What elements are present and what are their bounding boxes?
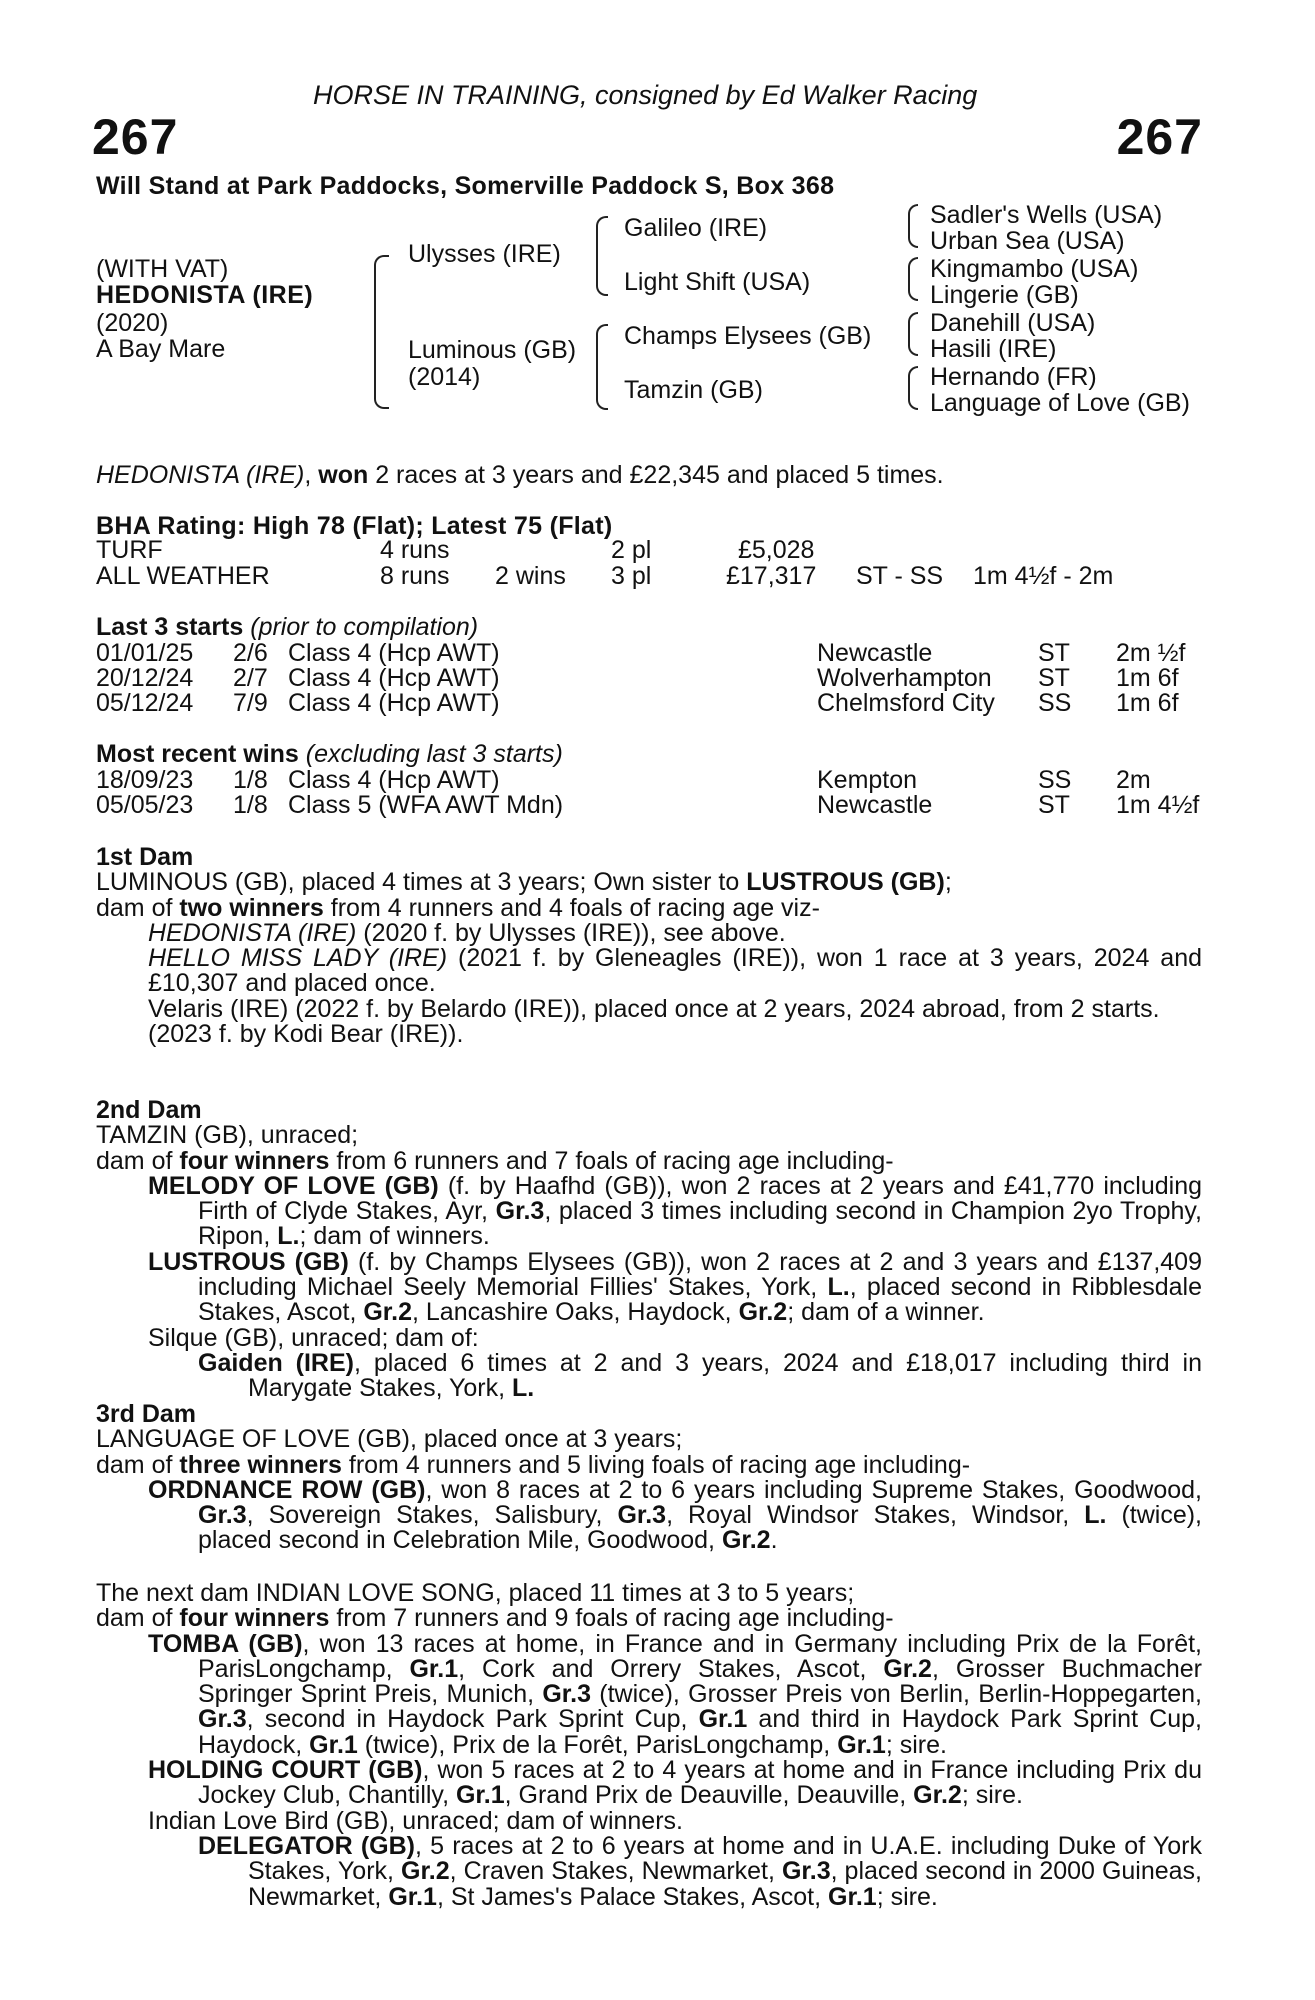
row-distance: 1m 6f: [1116, 689, 1179, 717]
second-dam-title: 2nd Dam: [96, 1096, 202, 1124]
summary-text: 2 races at 3 years and £22,345 and placed 5 times.: [368, 461, 944, 489]
row-position: 2/6: [233, 639, 268, 667]
last3-title: Last 3 starts: [96, 613, 244, 641]
text: ; dam of winners.: [299, 1222, 490, 1251]
row-distance: 2m: [1116, 766, 1151, 794]
row-class: Class 4 (Hcp AWT): [288, 639, 500, 667]
brace-g3: [908, 312, 918, 356]
grade: Gr.3: [617, 1501, 667, 1530]
brace-sire-line: [596, 216, 608, 296]
pedigree-ds: Champs Elysees (GB): [624, 322, 872, 350]
text: ; sire.: [876, 1882, 938, 1911]
brace-g4: [908, 366, 918, 410]
produce-name: ORDNANCE ROW (GB): [148, 1475, 426, 1504]
brace-g1: [908, 204, 918, 248]
brace-dam-line: [596, 324, 608, 410]
recent-note: (excluding last 3 starts): [305, 740, 563, 768]
text: , won 13 races at home, in France and in Germany including Prix de la Forêt, ParisLongchamp,: [198, 1629, 1202, 1683]
text: , 5 races at 2 to 6 years at home and in U.A.E. including Duke of York Stakes, York,: [248, 1831, 1202, 1886]
text: , Royal Windsor Stakes, Windsor,: [666, 1501, 1085, 1530]
produce-entry: Velaris (IRE) (2022 f. by Belardo (IRE)), placed once at 2 years, 2024 abroad, from 2 starts.: [148, 994, 1160, 1023]
winners-count: two winners: [179, 893, 324, 922]
row-position: 2/7: [233, 664, 268, 692]
text: dam of: [96, 893, 180, 922]
text: (twice), Grosser Preis von Berlin, Berlin-Hoppegarten,: [591, 1680, 1202, 1709]
produce-entry: [96, 1831, 1203, 1911]
rating-title: BHA Rating: High 78 (Flat); Latest 75 (Flat): [96, 512, 613, 540]
text: from 4 runners and 4 foals of racing age viz-: [323, 893, 820, 922]
text: dam of: [96, 1604, 180, 1633]
text: ; sire.: [961, 1781, 1023, 1810]
produce-name: HELLO MISS LADY (IRE): [148, 944, 448, 973]
grade: Gr.2: [401, 1857, 450, 1886]
text: (twice), placed second in Celebration Mile, Goodwood,: [198, 1501, 1202, 1555]
produce-name: Gaiden (IRE): [198, 1348, 354, 1377]
produce-entry: [96, 1348, 1202, 1403]
third-dam-line: LANGUAGE OF LOVE (GB), placed once at 3 years;: [96, 1425, 683, 1454]
text: (twice), Prix de la Forêt, ParisLongchamp,: [357, 1730, 838, 1759]
row-surface: ST: [1038, 639, 1070, 667]
row-class: Class 4 (Hcp AWT): [288, 766, 500, 794]
row-course: Newcastle: [817, 639, 933, 667]
text: (f. by Haafhd (GB)), won 2 races at 2 years and £41,770 including Firth of Clyde Stakes, Ayr,: [198, 1171, 1203, 1226]
row-surface: SS: [1038, 689, 1072, 717]
pedigree-sds: Kingmambo (USA): [930, 255, 1139, 283]
grade: L.: [827, 1273, 850, 1302]
horse-name: HEDONISTA (IRE): [96, 281, 314, 309]
pedigree-sss: Sadler's Wells (USA): [930, 201, 1163, 229]
grade: Gr.2: [913, 1781, 962, 1810]
grade: Gr.1: [837, 1730, 886, 1759]
grade: L.: [277, 1222, 300, 1251]
first-dam-title: 1st Dam: [96, 843, 194, 871]
row-surface: ST: [1038, 664, 1070, 692]
grade: Gr.2: [363, 1298, 413, 1327]
grade: Gr.1: [409, 1654, 459, 1683]
row-course: Chelmsford City: [817, 689, 995, 717]
text: , won 8 races at 2 to 6 years including Supreme Stakes, Goodwood,: [425, 1475, 1202, 1504]
produce-entry: [96, 1758, 1202, 1809]
aw-label: ALL WEATHER: [96, 562, 270, 590]
grade: Gr.3: [781, 1857, 831, 1886]
lot-number-right: 267: [1116, 109, 1203, 165]
row-distance: 1m 4½f: [1116, 791, 1200, 819]
sibling-name: LUSTROUS (GB): [746, 868, 945, 897]
row-date: 18/09/23: [96, 766, 194, 794]
text: , Craven Stakes, Newmarket,: [449, 1857, 782, 1886]
grade: Gr.1: [388, 1882, 437, 1911]
pedigree-ssd: Urban Sea (USA): [930, 227, 1125, 255]
next-dam-line: The next dam INDIAN LOVE SONG, placed 11 times at 3 to 5 years;: [96, 1579, 855, 1607]
summary-horse-name: HEDONISTA (IRE): [96, 461, 305, 489]
grade: Gr.2: [721, 1526, 771, 1555]
produce-entry: [96, 946, 1202, 997]
pedigree-dam: Luminous (GB): [408, 336, 577, 364]
race-summary: HEDONISTA (IRE), won 2 races at 3 years and £22,345 and placed 5 times.: [96, 461, 944, 489]
text: (2020 f. by Ulysses (IRE)), see above.: [356, 918, 786, 947]
row-position: 7/9: [233, 689, 268, 717]
first-dam-produce-line: [96, 893, 1202, 922]
pedigree-dsd: Hasili (IRE): [930, 335, 1057, 363]
row-surface: SS: [1038, 766, 1072, 794]
row-date: 05/05/23: [96, 791, 194, 819]
row-date: 20/12/24: [96, 664, 194, 692]
grade: L.: [512, 1374, 535, 1403]
aw-distances: 1m 4½f - 2m: [973, 562, 1114, 590]
text: from 6 runners and 7 foals of racing age including-: [329, 1146, 894, 1175]
grade: Gr.1: [309, 1730, 358, 1759]
produce-entry: [96, 1629, 1202, 1759]
pedigree-sd: Light Shift (USA): [624, 268, 811, 296]
produce-entry: Silque (GB), unraced; dam of:: [148, 1323, 479, 1352]
aw-tracks: ST - SS: [856, 562, 944, 590]
stand-location: Will Stand at Park Paddocks, Somerville Paddock S, Box 368: [96, 172, 835, 200]
recent-heading: [96, 742, 563, 767]
produce-name: LUSTROUS (GB): [148, 1247, 349, 1276]
text: and third in Haydock Park Sprint Cup, Haydock,: [198, 1705, 1202, 1759]
lot-number-left: 267: [92, 109, 179, 165]
text: , placed second in 2000 Guineas, Newmarket,: [248, 1857, 1203, 1911]
pedigree-dd: Tamzin (GB): [624, 376, 763, 404]
pedigree-ss: Galileo (IRE): [624, 214, 768, 242]
pedigree-dds: Hernando (FR): [930, 363, 1097, 391]
second-dam-section: [96, 1098, 1202, 1402]
third-dam-section: [96, 1402, 1202, 1554]
text: , placed second in Ribblesdale Stakes, Ascot,: [198, 1273, 1202, 1327]
text: (2021 f. by Gleneagles (IRE)), won 1 race at 3 years, 2024 and £10,307 and placed once.: [148, 944, 1202, 998]
text: , placed 6 times at 2 and 3 years, 2024 and £18,017 including third in Marygate Stakes, York,: [248, 1348, 1202, 1403]
row-date: 01/01/25: [96, 639, 194, 667]
row-surface: ST: [1038, 791, 1070, 819]
text: , St James's Palace Stakes, Ascot,: [436, 1882, 829, 1911]
text: , Grand Prix de Deauville, Deauville,: [504, 1781, 914, 1810]
produce-name: MELODY OF LOVE (GB): [148, 1171, 439, 1200]
grade: Gr.1: [698, 1705, 748, 1734]
text: ; dam of a winner.: [787, 1298, 985, 1327]
pedigree-dam-year: (2014): [408, 363, 481, 391]
produce-name: DELEGATOR (GB): [198, 1831, 415, 1860]
winners-count: three winners: [179, 1450, 342, 1479]
horse-year: (2020): [96, 309, 169, 337]
pedigree-ddd: Language of Love (GB): [930, 389, 1190, 417]
text: ;: [944, 868, 952, 897]
row-course: Newcastle: [817, 791, 933, 819]
grade: L.: [1084, 1501, 1107, 1530]
first-dam-line: [96, 870, 1202, 895]
text: , Sovereign Stakes, Salisbury,: [246, 1501, 618, 1530]
text: dam of: [96, 1450, 180, 1479]
winners-count: four winners: [179, 1146, 330, 1175]
consignor-line: HORSE IN TRAINING, consigned by Ed Walker Racing: [313, 80, 978, 110]
produce-entry: [96, 1475, 1202, 1555]
aw-wins: 2 wins: [495, 562, 566, 590]
row-distance: 1m 6f: [1116, 664, 1179, 692]
aw-placed: 3 pl: [611, 562, 652, 590]
row-class: Class 4 (Hcp AWT): [288, 689, 500, 717]
turf-runs: 4 runs: [380, 536, 450, 564]
row-class: Class 5 (WFA AWT Mdn): [288, 791, 564, 819]
produce-entry: Indian Love Bird (GB), unraced; dam of winners.: [148, 1806, 683, 1835]
produce-entry: [96, 918, 1202, 947]
text: , Cork and Orrery Stakes, Ascot,: [458, 1654, 884, 1683]
grade: Gr.3: [198, 1705, 247, 1734]
horse-description: A Bay Mare: [96, 335, 226, 363]
turf-placed: 2 pl: [611, 536, 652, 564]
produce-name: HEDONISTA (IRE): [148, 918, 357, 947]
third-dam-produce-line: [96, 1450, 1202, 1479]
grade: Gr.2: [738, 1298, 788, 1327]
winners-count: four winners: [179, 1604, 330, 1633]
text: , Lancashire Oaks, Haydock,: [412, 1298, 739, 1327]
row-course: Kempton: [817, 766, 918, 794]
text: , won 5 races at 2 to 4 years at home and in France including Prix du Jockey Club, Chantilly,: [198, 1756, 1202, 1810]
second-dam-produce-line: [96, 1146, 1202, 1175]
brace-sire-dam: [374, 255, 389, 409]
produce-entry: [96, 1171, 1203, 1251]
pedigree-sdd: Lingerie (GB): [930, 281, 1079, 309]
grade: Gr.3: [198, 1501, 247, 1530]
brace-g2: [908, 257, 918, 301]
row-class: Class 4 (Hcp AWT): [288, 664, 500, 692]
next-dam-produce-line: [96, 1606, 1202, 1631]
grade: Gr.1: [455, 1781, 505, 1810]
row-date: 05/12/24: [96, 689, 194, 717]
text: from 4 runners and 5 living foals of racing age including-: [341, 1450, 971, 1479]
first-dam-section: [96, 845, 1202, 1047]
grade: Gr.1: [828, 1882, 877, 1911]
last3-note: (prior to compilation): [250, 613, 479, 641]
text: , placed 3 times including second in Champion 2yo Trophy, Ripon,: [198, 1197, 1202, 1251]
last3-heading: [96, 615, 478, 640]
next-dam-section: [96, 1581, 1202, 1910]
second-dam-line: TAMZIN (GB), unraced;: [96, 1121, 359, 1150]
produce-entry: [96, 1247, 1202, 1327]
produce-name: HOLDING COURT (GB): [148, 1756, 423, 1785]
grade: Gr.3: [542, 1680, 592, 1709]
produce-name: TOMBA (GB): [148, 1629, 303, 1658]
row-course: Wolverhampton: [817, 664, 992, 692]
text: , Grosser Buchmacher Springer Sprint Preis, Munich,: [198, 1654, 1202, 1709]
turf-prize: £5,028: [738, 536, 815, 564]
text: .: [770, 1526, 778, 1555]
aw-prize: £17,317: [726, 562, 817, 590]
text: , second in Haydock Park Sprint Cup,: [246, 1705, 699, 1734]
text: from 7 runners and 9 foals of racing age including-: [329, 1604, 894, 1633]
vat-label: (WITH VAT): [96, 255, 229, 283]
grade: Gr.3: [495, 1197, 545, 1226]
grade: Gr.2: [883, 1654, 932, 1683]
text: (f. by Champs Elysees (GB)), won 2 races at 2 and 3 years and £137,409 including Michael Seely Memorial Fillies' Stakes, York,: [198, 1247, 1202, 1302]
text: ; sire.: [885, 1730, 947, 1759]
turf-label: TURF: [96, 536, 163, 564]
row-distance: 2m ½f: [1116, 639, 1186, 667]
aw-runs: 8 runs: [380, 562, 450, 590]
third-dam-title: 3rd Dam: [96, 1400, 197, 1428]
recent-title: Most recent wins: [96, 740, 299, 768]
text: dam of: [96, 1146, 180, 1175]
text: LUMINOUS (GB), placed 4 times at 3 years; Own sister to: [96, 868, 747, 897]
pedigree-sire: Ulysses (IRE): [408, 240, 561, 268]
pedigree-dss: Danehill (USA): [930, 309, 1096, 337]
row-position: 1/8: [233, 766, 268, 794]
summary-won: won: [318, 461, 369, 489]
produce-entry: (2023 f. by Kodi Bear (IRE)).: [148, 1020, 464, 1049]
row-position: 1/8: [233, 791, 268, 819]
